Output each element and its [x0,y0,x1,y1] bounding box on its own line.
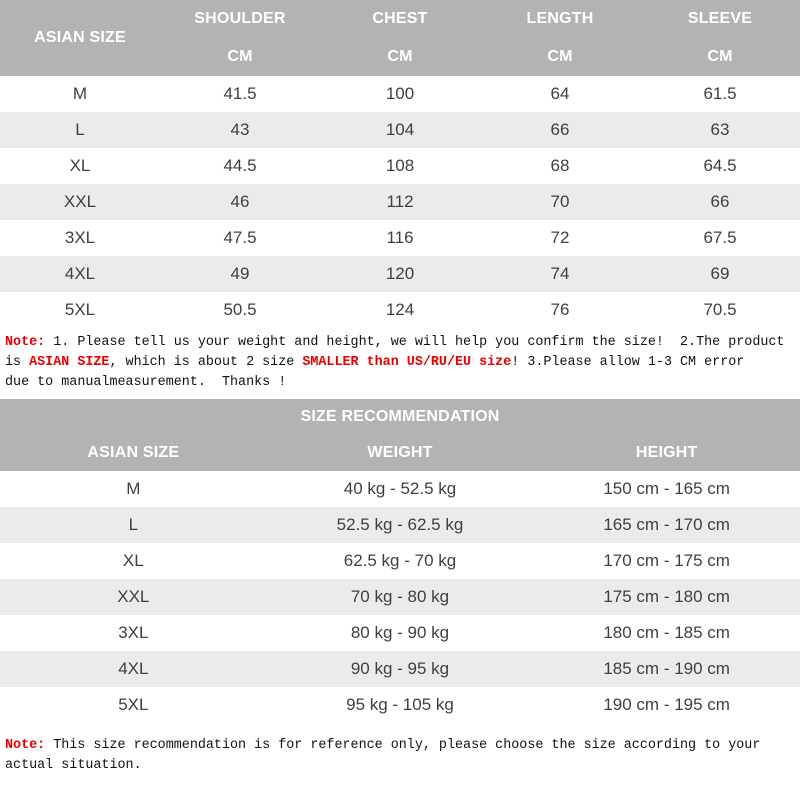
note-highlight: SMALLER than US/RU/EU size [302,355,512,370]
cell-size: M [72,84,88,103]
header-asian-size: ASIAN SIZE [34,29,126,46]
size-chart-body [0,76,800,328]
note-highlight: ASIAN SIZE [29,355,110,370]
cell-size: 4XL [64,264,96,283]
recommendation-title: SIZE RECOMMENDATION [0,399,800,435]
cell-size: XXL [63,192,97,211]
recommendation-row [0,579,800,615]
cell-height: 175 cm - 180 cm [603,587,730,606]
header-sleeve: SLEEVE [687,10,753,27]
cell-sleeve: 63 [710,120,730,139]
cell-size: XL [122,551,144,570]
size-chart-row [0,184,800,220]
cell-length: 74 [550,264,570,283]
cell-size: 5XL [118,695,149,714]
cell-shoulder: 46 [230,192,250,211]
recommendation-row [0,543,800,579]
recommendation-row [0,615,800,651]
cell-height: 180 cm - 185 cm [603,623,730,642]
cell-sleeve: 69 [710,264,730,283]
cell-weight: 70 kg - 80 kg [350,587,450,606]
note-line [5,333,797,353]
header-height: HEIGHT [635,444,698,461]
note-line [5,373,797,393]
recommendation-row [0,471,800,507]
cell-length: 76 [550,300,570,319]
cell-weight: 40 kg - 52.5 kg [343,479,457,498]
note-text: ! 3.Please allow 1-3 CM error [511,355,745,370]
recommendation-row [0,507,800,543]
note-line [5,756,797,776]
cell-size: XXL [117,587,150,606]
cell-size: 4XL [118,659,149,678]
size-recommendation-table [0,399,800,723]
note-text: This size recommendation is for reference only, please choose the size according to your [45,738,761,753]
note-text: is [5,355,30,370]
cell-shoulder: 43 [230,120,250,139]
size-chart-row [0,220,800,256]
cell-weight: 95 kg - 105 kg [346,695,454,714]
note-line [5,353,797,373]
cell-shoulder: 50.5 [223,300,257,319]
size-chart-row [0,76,800,112]
cell-weight: 62.5 kg - 70 kg [343,551,457,570]
note-line [5,736,797,756]
cell-length: 72 [550,228,570,247]
cell-sleeve: 67.5 [703,228,737,247]
cell-weight: 80 kg - 90 kg [350,623,450,642]
cell-height: 165 cm - 170 cm [603,515,730,534]
recommendation-body [0,471,800,723]
cell-weight: 52.5 kg - 62.5 kg [336,515,464,534]
size-chart-row [0,292,800,328]
cell-shoulder: 41.5 [223,84,257,103]
cell-chest: 124 [385,300,415,319]
cell-size: L [128,515,139,534]
recommendation-row [0,651,800,687]
header-length-unit: CM [547,48,573,65]
recommendation-note [5,736,797,776]
note-highlight: Note: [5,335,46,350]
cell-length: 64 [550,84,570,103]
size-chart-row [0,256,800,292]
cell-height: 170 cm - 175 cm [603,551,730,570]
cell-size: L [75,120,85,139]
size-chart-row [0,148,800,184]
cell-chest: 108 [385,156,415,175]
size-chart-header [0,0,800,76]
header-length: LENGTH [526,10,594,27]
cell-size: 3XL [64,228,96,247]
cell-size: 5XL [64,300,96,319]
cell-chest: 104 [385,120,415,139]
cell-chest: 112 [386,192,414,211]
header-weight: WEIGHT [367,444,433,461]
cell-sleeve: 70.5 [703,300,737,319]
header-sleeve-unit: CM [707,48,733,65]
recommendation-row [0,687,800,723]
cell-sleeve: 61.5 [703,84,737,103]
header-asian-size: ASIAN SIZE [87,444,180,461]
note-highlight: Note: [5,738,46,753]
cell-size: 3XL [118,623,149,642]
cell-shoulder: 49 [230,264,250,283]
cell-height: 190 cm - 195 cm [603,695,730,714]
header-shoulder: SHOULDER [194,10,286,27]
size-note [5,333,797,393]
note-text: 1. Please tell us your weight and height, we will help you confirm the size! 2.The product [45,335,785,350]
cell-length: 68 [550,156,570,175]
note-text: , which is about 2 size [109,355,303,370]
cell-sleeve: 64.5 [703,156,737,175]
cell-weight: 90 kg - 95 kg [350,659,450,678]
cell-size: XL [69,156,91,175]
cell-sleeve: 66 [710,192,730,211]
cell-length: 70 [550,192,570,211]
cell-length: 66 [550,120,570,139]
note-text: actual situation. [5,758,142,773]
size-chart-row [0,112,800,148]
cell-chest: 100 [385,84,415,103]
header-shoulder-unit: CM [227,48,253,65]
recommendation-header [0,435,800,471]
note-text: due to manualmeasurement. Thanks ! [5,375,287,390]
cell-size: M [126,479,141,498]
size-chart-table [0,0,800,328]
cell-shoulder: 44.5 [223,156,257,175]
header-chest: CHEST [372,10,428,27]
header-chest-unit: CM [387,48,413,65]
cell-height: 185 cm - 190 cm [603,659,730,678]
cell-height: 150 cm - 165 cm [603,479,730,498]
cell-chest: 120 [385,264,415,283]
cell-chest: 116 [386,228,414,247]
cell-shoulder: 47.5 [223,228,257,247]
